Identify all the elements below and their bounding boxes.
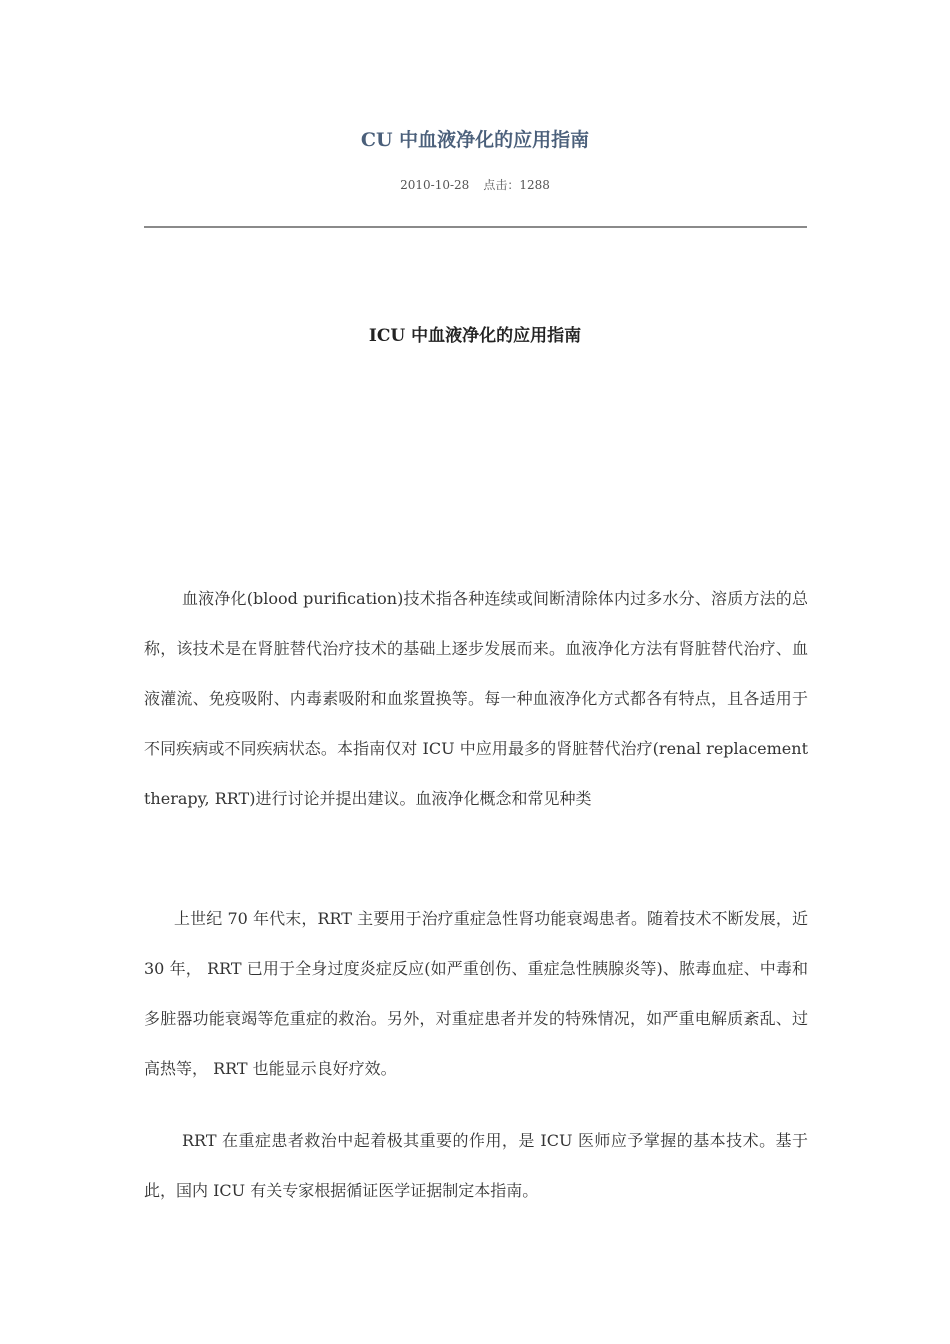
paragraph-intro: 血液净化(blood purification)技术指各种连续或间断清除体内过多水分、溶质方法的总称，该技术是在肾脏替代治疗技术的基础上逐步发展而来。血液净化方法有肾脏替代治疗、血液灌流、免疫吸附、内毒素吸附和血浆置换等。每一种血液净化方式都各有特点，且各适用于不同疾病或不同疾病状态。本指南仅对 ICU 中应用最多的肾脏替代治疗(renal replacement therapy, RRT)进行讨论并提出建议。血液净化概念和常见种类 <box>144 589 808 808</box>
header-divider <box>144 226 807 228</box>
page-title: CU 中血液净化的应用指南 <box>360 129 590 151</box>
paragraph-history: 上世纪 70 年代末，RRT 主要用于治疗重症急性肾功能衰竭患者。随着技术不断发展，近 30 年， RRT 已用于全身过度炎症反应(如严重创伤、重症急性胰腺炎等)、脓毒血症、中毒和多脏器功能衰竭等危重症的救治。另外，对重症患者并发的特殊情况，如严重电解质紊乱、过高热等， RRT 也能显示良好疗效。 <box>144 909 808 1078</box>
article-title: ICU 中血液净化的应用指南 <box>368 326 582 346</box>
paragraph-purpose: RRT 在重症患者救治中起着极其重要的作用，是 ICU 医师应予掌握的基本技术。基于此，国内 ICU 有关专家根据循证医学证据制定本指南。 <box>144 1131 808 1200</box>
click-count: 点击：1288 <box>483 178 550 192</box>
publish-date: 2010-10-28 <box>400 178 470 192</box>
article-meta <box>0 176 950 194</box>
